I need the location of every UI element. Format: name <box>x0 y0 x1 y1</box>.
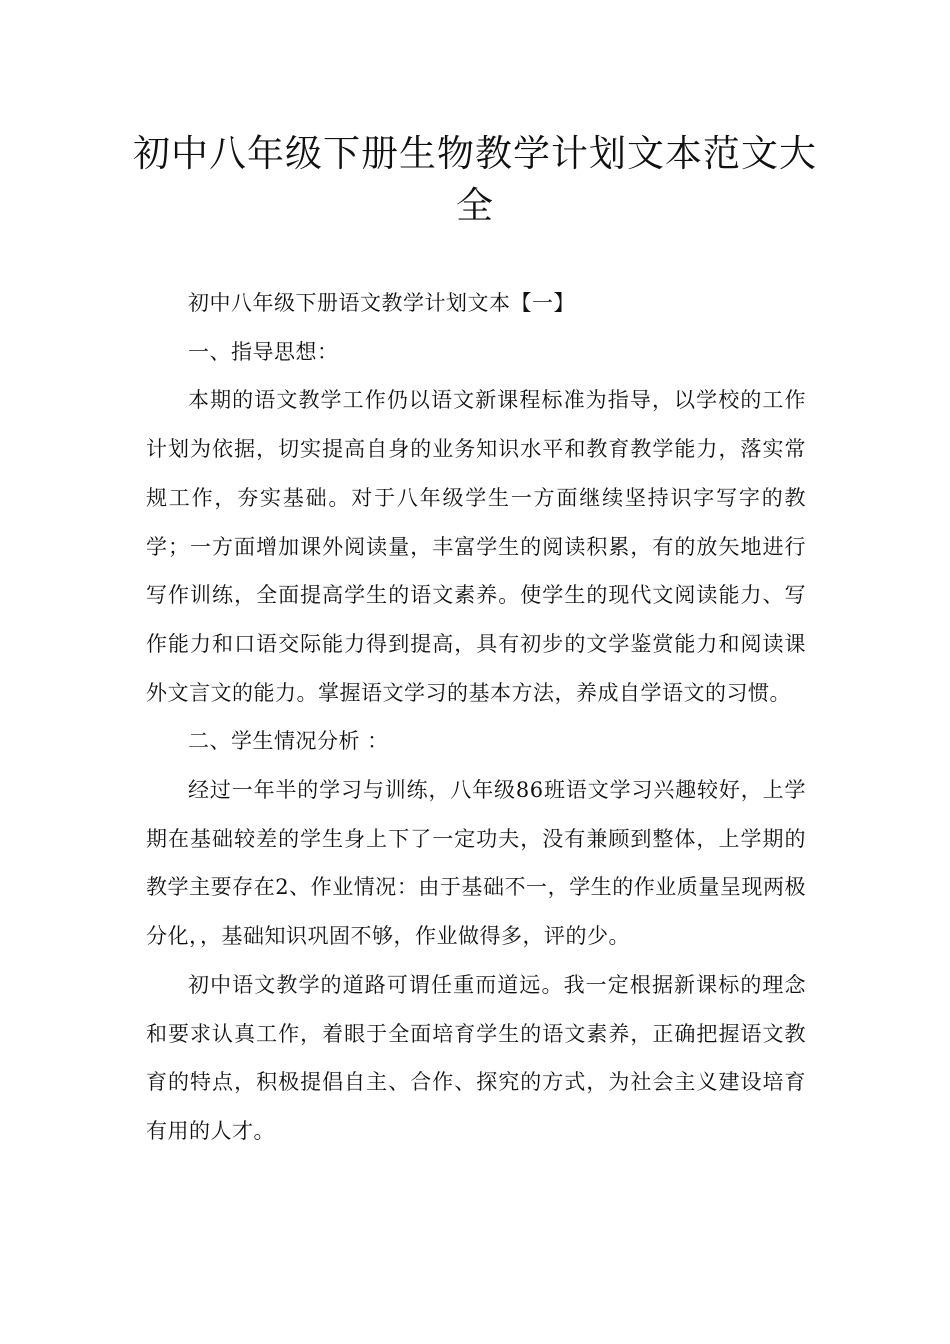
document-body <box>146 279 806 1156</box>
subsection-heading: 一、指导思想： <box>188 339 339 364</box>
document-title: 初中八年级下册生物教学计划文本范文大全 <box>133 132 817 227</box>
subsection-heading: 二、学生情况分析 ： <box>188 729 389 754</box>
section-heading: 初中八年级下册语文教学计划文本【一】 <box>188 291 575 315</box>
body-paragraph: 本期的语文教学工作仍以语文新课程标准为指导，以学校的工作计划为依据，切实提高自身的业务知识水平和教育教学能力，落实常规工作，夯实基础。对于八年级学生一方面继续坚持识字写字的教学；一方面增加课外阅读量，丰富学生的阅读积累，有的放矢地进行写作训练，全面提高学生的语文素养。使学生的现代文阅读能力、写作能力和口语交际能力得到提高，具有初步的文学鉴赏能力和阅读课外文言文的能力。掌握语文学习的基本方法，养成自学语文的习惯。 <box>146 388 806 705</box>
body-paragraph: 初中语文教学的道路可谓任重而道远。我一定根据新课标的理念和要求认真工作，着眼于全面培育学生的语文素养，正确把握语文教育的特点，积极提倡自主、合作、探究的方式，为社会主义建设培育有用的人才。 <box>146 972 806 1143</box>
body-paragraph: 经过一年半的学习与训练，八年级86班语文学习兴趣较好，上学期在基础较差的学生身上下了一定功夫，没有兼顾到整体，上学期的教学主要存在2、作业情况：由于基础不一，学生的作业质量呈现两极分化，，基础知识巩固不够，作业做得多，评的少。 <box>146 778 806 949</box>
